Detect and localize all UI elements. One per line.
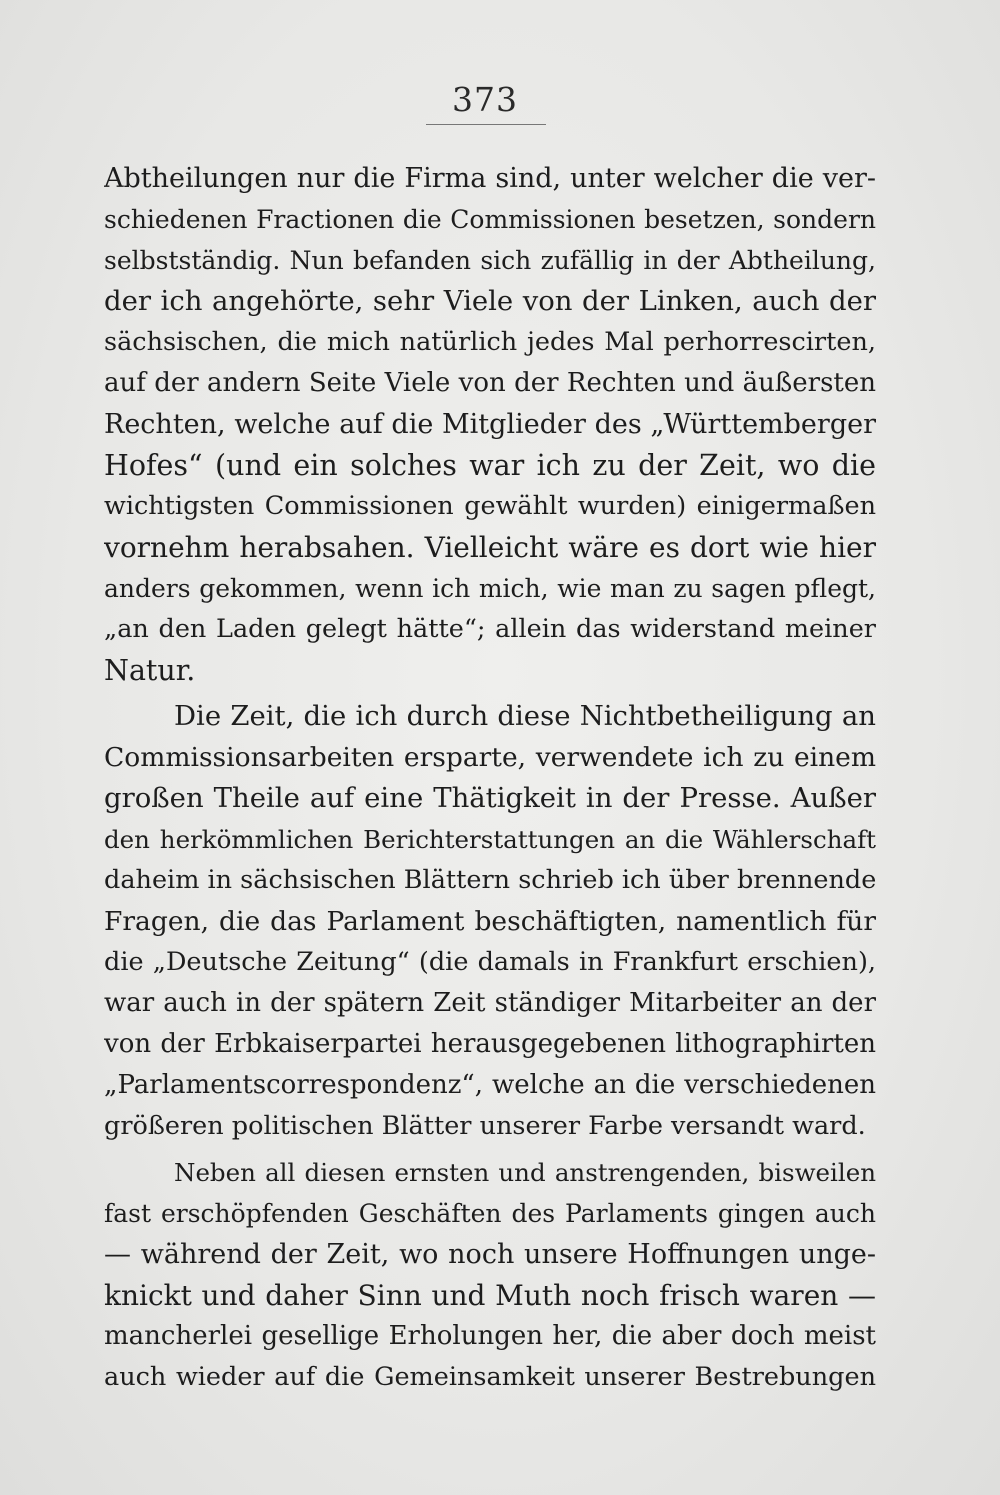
text-line: sächsischen, die mich natürlich jedes Mal perhorrescirten, bbox=[104, 327, 876, 357]
paragraph bbox=[104, 696, 876, 1147]
text-line: Die Zeit, die ich durch diese Nichtbetheiligung an bbox=[174, 700, 876, 732]
text-line: größeren politischen Blätter unserer Farbe versandt ward. bbox=[104, 1111, 866, 1141]
text-line: den herkömmlichen Berichterstattungen an die Wählerschaft bbox=[104, 825, 876, 854]
text-line: Fragen, die das Parlament beschäftigten, namentlich für bbox=[104, 906, 876, 937]
text-line: auf der andern Seite Viele von der Rechten und äußersten bbox=[104, 368, 876, 398]
text-line: — während der Zeit, wo noch unsere Hoffnungen unge- bbox=[104, 1239, 876, 1270]
text-line: anders gekommen, wenn ich mich, wie man zu sagen pflegt, bbox=[104, 574, 876, 603]
paragraph bbox=[104, 158, 876, 691]
text-line: fast erschöpfenden Geschäften des Parlaments gingen auch bbox=[104, 1199, 876, 1228]
body-text bbox=[104, 158, 876, 1398]
text-line: Neben all diesen ernsten und anstrengenden, bisweilen bbox=[174, 1158, 876, 1187]
text-line: Natur. bbox=[104, 654, 196, 687]
text-line: Abtheilungen nur die Firma sind, unter welcher die ver- bbox=[104, 163, 876, 194]
text-line: vornehm herabsahen. Vielleicht wäre es dort wie hier bbox=[104, 531, 876, 564]
text-line: wichtigsten Commissionen gewählt wurden) einigermaßen bbox=[104, 491, 876, 521]
text-line: auch wieder auf die Gemeinsamkeit unserer Bestrebungen bbox=[104, 1362, 876, 1392]
text-line: daheim in sächsischen Blättern schrieb ich über brennende bbox=[104, 865, 876, 895]
text-line: war auch in der spätern Zeit ständiger Mitarbeiter an der bbox=[104, 988, 876, 1018]
text-line: Rechten, welche auf die Mitglieder des „Württemberger bbox=[104, 409, 876, 440]
text-line: großen Theile auf eine Thätigkeit in der Presse. Außer bbox=[104, 782, 876, 814]
text-line: „Parlamentscorrespondenz“, welche an die verschiedenen bbox=[104, 1070, 876, 1100]
paragraph bbox=[104, 1152, 876, 1398]
text-line: die „Deutsche Zeitung“ (die damals in Frankfurt erschien), bbox=[104, 947, 876, 977]
text-line: knickt und daher Sinn und Muth noch frisch waren — bbox=[104, 1279, 876, 1312]
text-line: Hofes“ (und ein solches war ich zu der Zeit, wo die bbox=[104, 449, 876, 482]
text-line: selbstständig. Nun befanden sich zufällig in der Abtheilung, bbox=[104, 246, 876, 275]
text-line: der ich angehörte, sehr Viele von der Linken, auch der bbox=[104, 285, 876, 317]
text-line: von der Erbkaiserpartei herausgegebenen lithographirten bbox=[104, 1029, 876, 1059]
header-rule bbox=[426, 124, 546, 125]
page-number: 373 bbox=[452, 80, 518, 119]
text-line: schiedenen Fractionen die Commissionen besetzen, sondern bbox=[104, 205, 876, 234]
text-line: „an den Laden gelegt hätte“; allein das widerstand meiner bbox=[104, 614, 876, 644]
text-line: mancherlei gesellige Erholungen her, die aber doch meist bbox=[104, 1321, 876, 1351]
text-line: Commissionsarbeiten ersparte, verwendete ich zu einem bbox=[104, 742, 876, 773]
